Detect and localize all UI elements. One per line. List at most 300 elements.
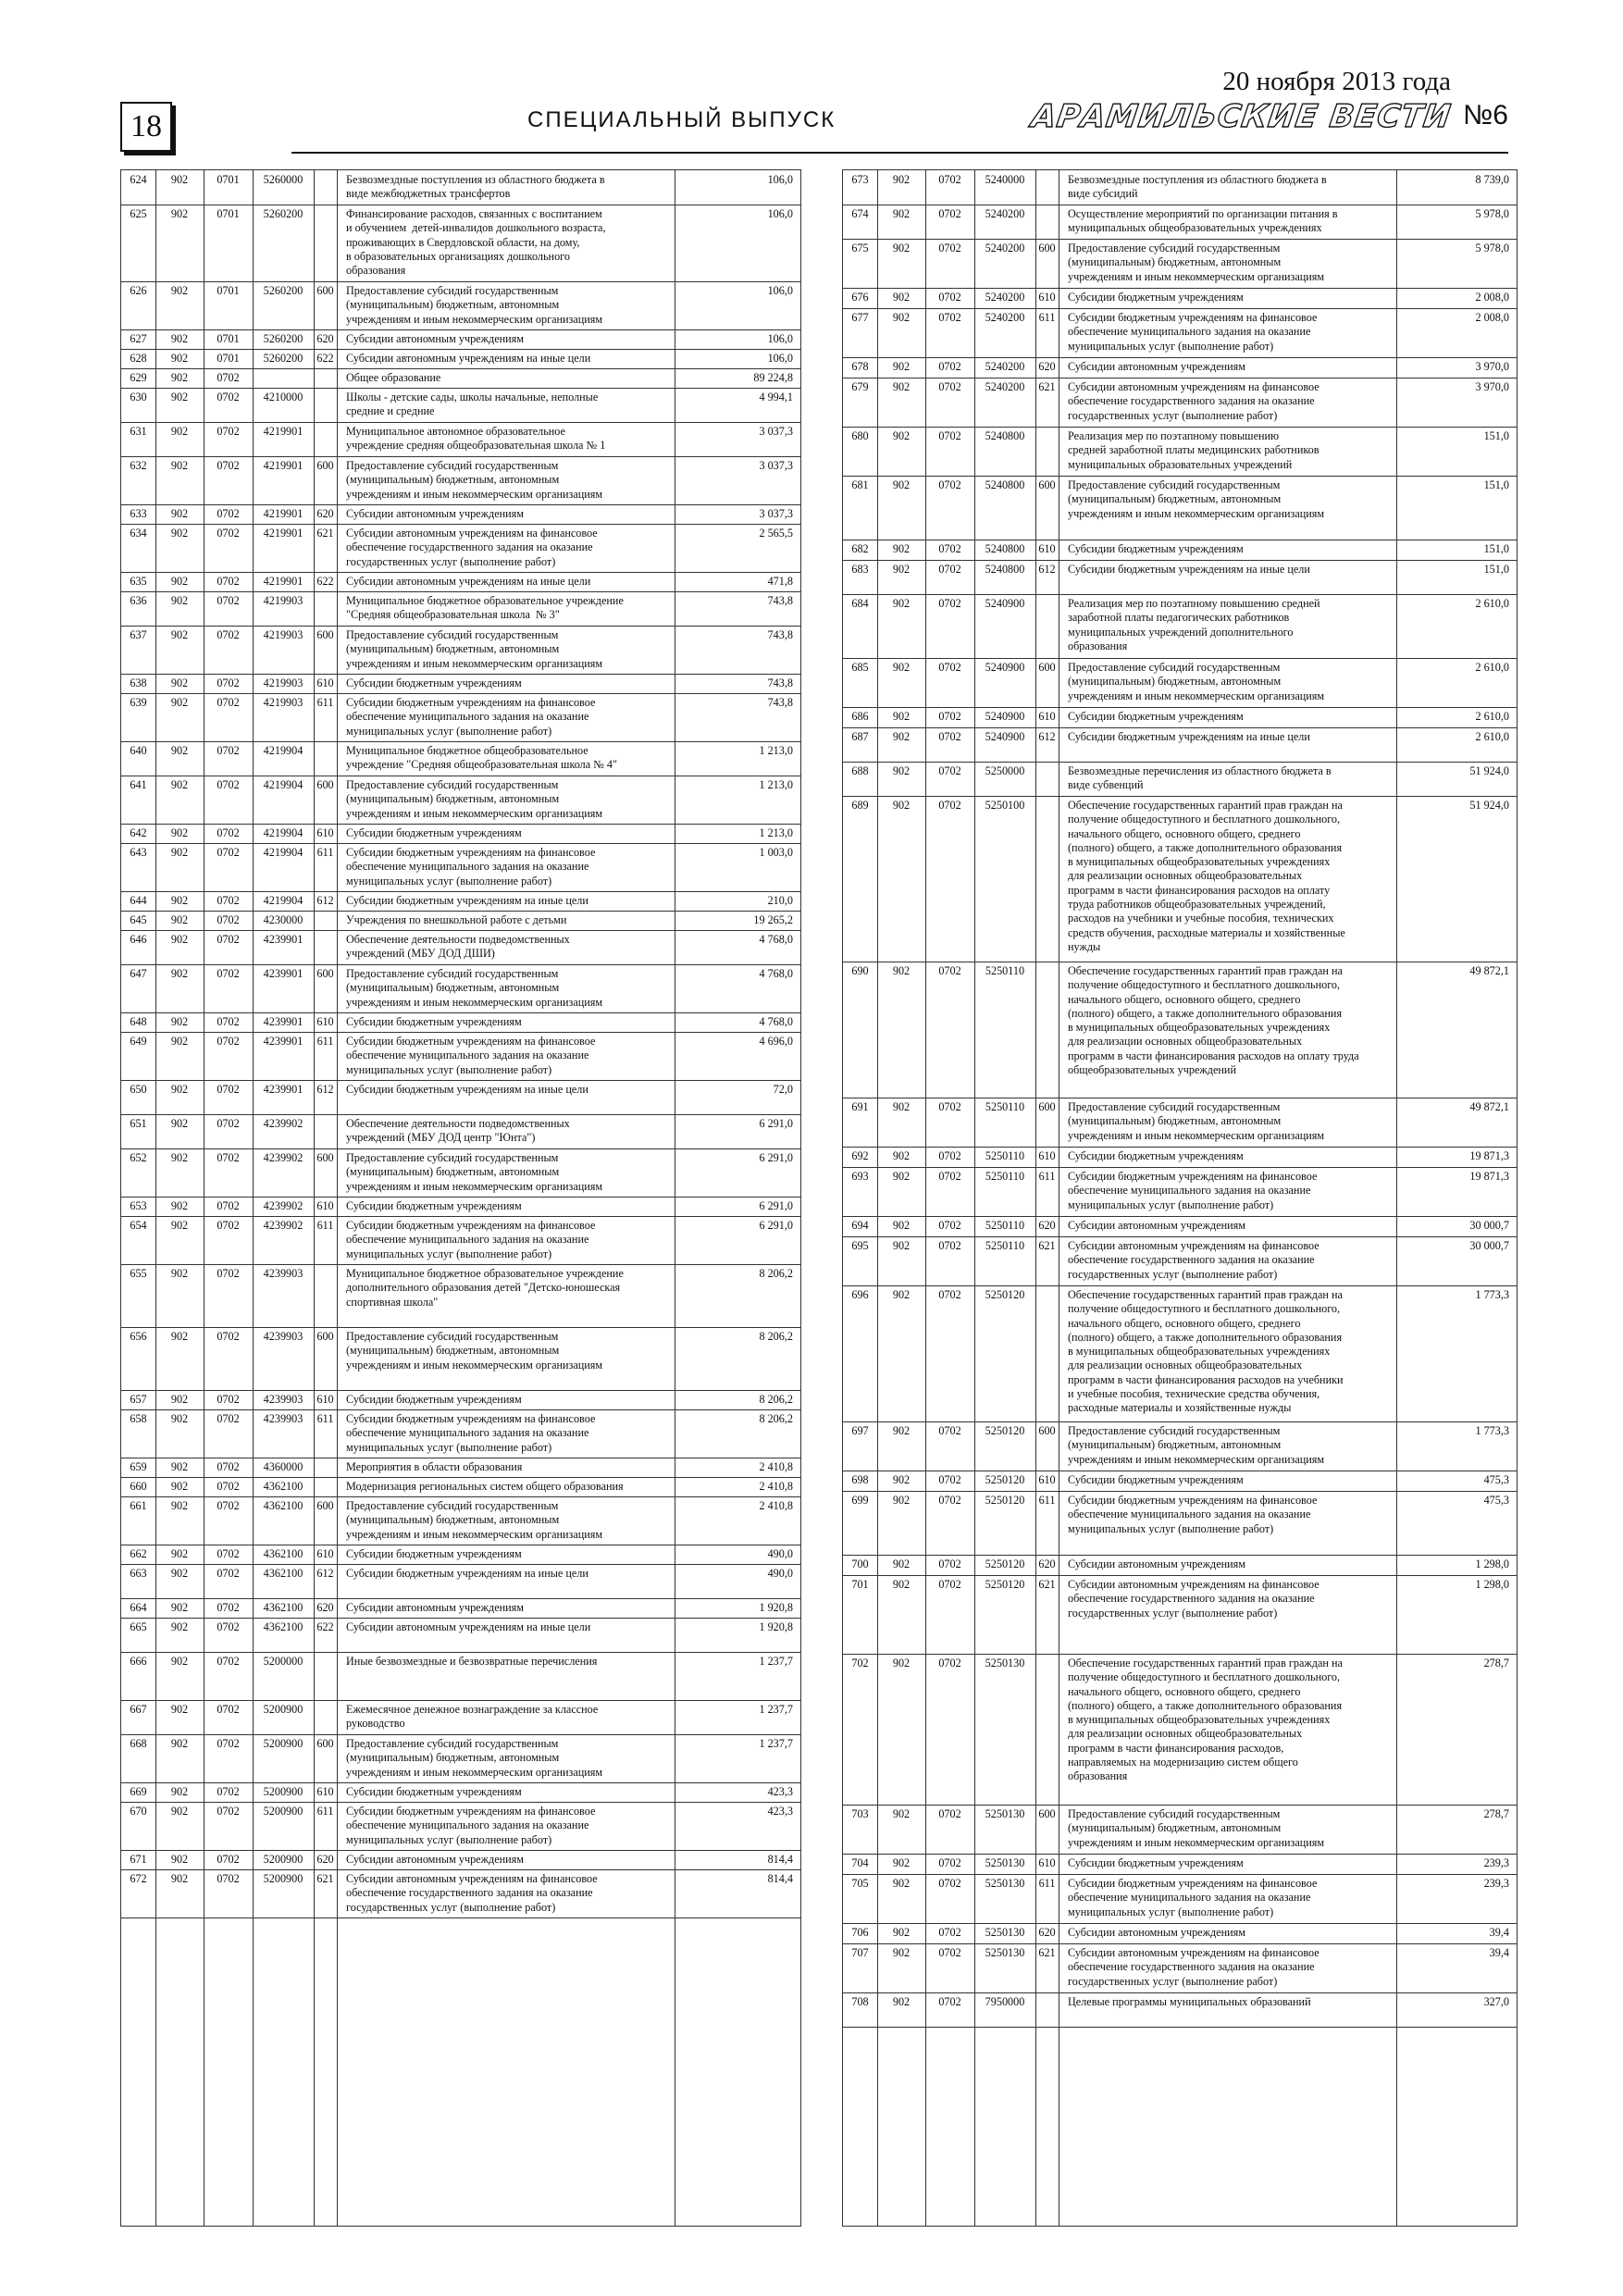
section-code: 0702 — [217, 459, 240, 472]
row-description: Обеспечение государственных гарантий прав граждан на получение общедоступного и бесплатного дошкольного, начального общего, основного общего, среднего (полного) общего, а также дополнительного образования в муниципальных общеобразовательных учреждениях для реализации основных общеобразовательных программ в части финансирования расходов на оплату труда общеобразовательных учреждений — [1068, 964, 1359, 1077]
admin-code: 902 — [170, 352, 189, 365]
row-amount: 490,0 — [767, 1547, 793, 1560]
section-code: 0702 — [217, 1805, 240, 1818]
target-code: 7950000 — [985, 1995, 1025, 2008]
table-row — [121, 1012, 800, 1033]
row-amount: 4 768,0 — [759, 967, 793, 980]
section-code: 0702 — [938, 730, 961, 743]
target-code: 5260200 — [263, 284, 304, 297]
admin-code: 902 — [892, 311, 911, 324]
table-row — [843, 962, 1517, 1098]
target-code: 4362100 — [263, 1601, 304, 1614]
row-description: Осуществление мероприятий по организации питания в муниципальных общеобразовательных учреждениях — [1068, 207, 1338, 235]
expense-type-code: 620 — [1038, 360, 1056, 373]
section-code: 0701 — [217, 173, 240, 186]
expense-type-code: 612 — [1038, 563, 1056, 576]
section-code: 0702 — [217, 1015, 240, 1028]
table-row — [121, 1496, 800, 1545]
row-number: 660 — [130, 1480, 147, 1493]
section-code: 0702 — [938, 1657, 961, 1669]
admin-code: 902 — [892, 1100, 911, 1113]
section-code: 0702 — [217, 1117, 240, 1130]
target-code: 4239901 — [263, 1035, 304, 1048]
row-description: Субсидии бюджетным учреждениям на финансовое обеспечение муниципального задания на оказание муниципальных услуг (выполнение работ) — [346, 1219, 596, 1260]
row-description: Предоставление субсидий государственным (муниципальным) бюджетным, автономным учреждениям и иным некоммерческим организациям — [346, 1737, 603, 1779]
row-description: Реализация мер по поэтапному повышению средней заработной платы медицинских работников муниципальных образовательных учреждений — [1068, 429, 1319, 471]
table-row — [121, 1477, 800, 1497]
row-amount: 72,0 — [773, 1083, 793, 1096]
admin-code: 902 — [170, 284, 189, 297]
section-code: 0702 — [217, 594, 240, 607]
header-rule — [291, 152, 1508, 154]
row-description: Субсидии автономным учреждениям на финансовое обеспечение государственного задания на оказание государственных услуг (выполнение работ) — [1068, 1946, 1319, 1988]
row-description: Предоставление субсидий государственным (муниципальным) бюджетным, автономным учреждениям и иным некоммерческим организациям — [346, 778, 603, 820]
row-amount: 1 213,0 — [759, 826, 793, 839]
table-row — [843, 1147, 1517, 1168]
row-amount: 1 237,7 — [759, 1655, 793, 1668]
section-code: 0702 — [938, 1494, 961, 1507]
section-code: 0702 — [938, 563, 961, 576]
section-code: 0702 — [938, 1877, 961, 1890]
section-code: 0702 — [217, 628, 240, 641]
target-code: 4239902 — [263, 1117, 304, 1130]
section-code: 0702 — [938, 1995, 961, 2008]
target-code: 5240800 — [985, 542, 1025, 555]
target-code: 5250120 — [985, 1424, 1025, 1437]
row-number: 624 — [130, 173, 147, 186]
expense-type-code: 610 — [316, 1199, 334, 1212]
row-amount: 1 003,0 — [759, 846, 793, 859]
row-number: 690 — [851, 964, 869, 977]
row-number: 658 — [130, 1412, 147, 1425]
row-number: 627 — [130, 332, 147, 345]
expense-type-code: 620 — [1038, 1926, 1056, 1939]
expense-type-code: 620 — [1038, 1219, 1056, 1232]
table-row — [121, 329, 800, 350]
target-code: 5250130 — [985, 1877, 1025, 1890]
row-description: Субсидии бюджетным учреждениям — [1068, 291, 1244, 304]
row-number: 706 — [851, 1926, 869, 1939]
row-amount: 6 291,0 — [759, 1199, 793, 1212]
target-code: 5250120 — [985, 1473, 1025, 1486]
admin-code: 902 — [170, 1547, 189, 1560]
row-amount: 30 000,7 — [1469, 1219, 1509, 1232]
section-code: 0702 — [217, 1199, 240, 1212]
section-code: 0702 — [938, 1558, 961, 1570]
section-code: 0702 — [938, 764, 961, 777]
target-code: 5260200 — [263, 207, 304, 220]
expense-type-code: 620 — [316, 1601, 334, 1614]
expense-type-code: 600 — [316, 1330, 334, 1343]
expense-type-code: 600 — [316, 1737, 334, 1750]
expense-type-code: 600 — [316, 1499, 334, 1512]
table-row — [121, 1618, 800, 1653]
target-code: 4219904 — [263, 744, 304, 757]
admin-code: 902 — [892, 360, 911, 373]
admin-code: 902 — [892, 1288, 911, 1301]
table-row — [121, 1782, 800, 1803]
admin-code: 902 — [892, 429, 911, 442]
expense-type-code: 600 — [316, 967, 334, 980]
row-number: 677 — [851, 311, 869, 324]
expense-type-code: 600 — [1038, 1100, 1056, 1113]
expense-type-code: 622 — [316, 1620, 334, 1633]
section-code: 0702 — [217, 1620, 240, 1633]
row-description: Муниципальное бюджетное образовательное учреждение "Средняя общеобразовательная школа № 3" — [346, 594, 624, 622]
expense-type-code: 610 — [1038, 1856, 1056, 1869]
section-code: 0702 — [938, 799, 961, 812]
table-row — [121, 776, 800, 825]
row-amount: 30 000,7 — [1469, 1239, 1509, 1252]
admin-code: 902 — [170, 1460, 189, 1473]
admin-code: 902 — [170, 391, 189, 403]
row-description: Предоставление субсидий государственным (муниципальным) бюджетным, автономным учреждениям и иным некоммерческим организациям — [346, 1151, 603, 1193]
admin-code: 902 — [170, 207, 189, 220]
expense-type-code: 620 — [1038, 1558, 1056, 1570]
target-code: 5250100 — [985, 799, 1025, 812]
row-number: 628 — [130, 352, 147, 365]
section-code: 0702 — [938, 380, 961, 393]
section-code: 0702 — [217, 1412, 240, 1425]
row-amount: 814,4 — [767, 1872, 793, 1885]
row-amount: 423,3 — [767, 1785, 793, 1798]
section-code: 0702 — [938, 1926, 961, 1939]
admin-code: 902 — [892, 1149, 911, 1162]
expense-type-code: 621 — [316, 527, 334, 540]
row-number: 664 — [130, 1601, 147, 1614]
row-amount: 1 298,0 — [1475, 1558, 1509, 1570]
expense-type-code: 612 — [1038, 730, 1056, 743]
target-code: 5240200 — [985, 291, 1025, 304]
admin-code: 902 — [892, 1946, 911, 1959]
expense-type-code: 621 — [316, 1872, 334, 1885]
row-amount: 6 291,0 — [759, 1151, 793, 1164]
section-code: 0702 — [938, 1856, 961, 1869]
row-amount: 106,0 — [767, 173, 793, 186]
row-description: Субсидии автономным учреждениям на иные цели — [346, 1620, 591, 1633]
admin-code: 902 — [892, 1558, 911, 1570]
row-number: 702 — [851, 1657, 869, 1669]
table-row — [843, 1285, 1517, 1422]
row-description: Субсидии автономным учреждениям — [346, 1853, 524, 1866]
admin-code: 902 — [170, 1601, 189, 1614]
row-number: 659 — [130, 1460, 147, 1473]
admin-code: 902 — [892, 1877, 911, 1890]
admin-code: 902 — [892, 380, 911, 393]
section-code: 0702 — [217, 527, 240, 540]
expense-type-code: 610 — [1038, 710, 1056, 723]
admin-code: 902 — [170, 459, 189, 472]
row-amount: 151,0 — [1483, 563, 1509, 576]
row-description: Субсидии бюджетным учреждениям — [346, 1393, 522, 1406]
row-description: Предоставление субсидий государственным (муниципальным) бюджетным, автономным учреждениям и иным некоммерческим организациям — [346, 459, 603, 501]
admin-code: 902 — [170, 332, 189, 345]
row-amount: 2 410,8 — [759, 1480, 793, 1493]
admin-code: 902 — [892, 964, 911, 977]
target-code: 4219904 — [263, 778, 304, 791]
section-code: 0702 — [938, 1288, 961, 1301]
row-amount: 210,0 — [767, 894, 793, 907]
table-row — [121, 1458, 800, 1478]
row-description: Ежемесячное денежное вознаграждение за классное руководство — [346, 1703, 599, 1731]
row-description: Финансирование расходов, связанных с воспитанием и обучением детей-инвалидов дошкольного возраста, проживающих в Свердловской области, на дому, в образовательных организациях дошкольного образования — [346, 207, 606, 278]
row-amount: 49 872,1 — [1469, 964, 1509, 977]
target-code: 4219901 — [263, 425, 304, 438]
section-code: 0702 — [938, 1807, 961, 1820]
expense-type-code: 610 — [1038, 291, 1056, 304]
target-code: 4239901 — [263, 1083, 304, 1096]
admin-code: 902 — [170, 1199, 189, 1212]
row-number: 640 — [130, 744, 147, 757]
table-row — [843, 658, 1517, 708]
row-number: 699 — [851, 1494, 869, 1507]
admin-code: 902 — [170, 676, 189, 689]
admin-code: 902 — [892, 1494, 911, 1507]
row-description: Целевые программы муниципальных образований — [1068, 1995, 1311, 2008]
row-description: Субсидии бюджетным учреждениям — [346, 1015, 522, 1028]
row-number: 683 — [851, 563, 869, 576]
target-code: 5260200 — [263, 352, 304, 365]
target-code: 5200900 — [263, 1703, 304, 1716]
target-code: 5200900 — [263, 1737, 304, 1750]
row-number: 636 — [130, 594, 147, 607]
row-number: 667 — [130, 1703, 147, 1716]
section-code: 0702 — [217, 1035, 240, 1048]
admin-code: 902 — [892, 1856, 911, 1869]
row-number: 666 — [130, 1655, 147, 1668]
target-code: 4239902 — [263, 1199, 304, 1212]
admin-code: 902 — [170, 1567, 189, 1580]
section-code: 0702 — [938, 1100, 961, 1113]
row-description: Субсидии бюджетным учреждениям на финансовое обеспечение муниципального задания на оказание муниципальных услуг (выполнение работ) — [346, 1035, 596, 1076]
row-number: 684 — [851, 597, 869, 610]
row-number: 705 — [851, 1877, 869, 1890]
row-description: Субсидии автономным учреждениям — [1068, 1219, 1245, 1232]
row-description: Предоставление субсидий государственным (муниципальным) бюджетным, автономным учреждениям и иным некоммерческим организациям — [1068, 1424, 1325, 1466]
row-description: Субсидии бюджетным учреждениям — [1068, 542, 1244, 555]
section-code: 0701 — [217, 207, 240, 220]
row-amount: 106,0 — [767, 207, 793, 220]
table-row — [121, 843, 800, 892]
admin-code: 902 — [170, 371, 189, 384]
row-number: 661 — [130, 1499, 147, 1512]
target-code: 5250130 — [985, 1926, 1025, 1939]
table-row — [121, 1114, 800, 1149]
row-description: Субсидии автономным учреждениям на финансовое обеспечение государственного задания на оказание государственных услуг (выполнение работ) — [1068, 380, 1319, 422]
target-code: 5250110 — [985, 1100, 1025, 1113]
table-row — [843, 1923, 1517, 1944]
row-description: Предоставление субсидий государственным (муниципальным) бюджетным, автономным учреждениям и иным некоммерческим организациям — [1068, 478, 1325, 520]
target-code: 4239902 — [263, 1151, 304, 1164]
row-amount: 1 920,8 — [759, 1601, 793, 1614]
section-code: 0702 — [217, 913, 240, 926]
row-number: 642 — [130, 826, 147, 839]
section-code: 0701 — [217, 284, 240, 297]
table-row — [121, 388, 800, 423]
admin-code: 902 — [892, 1219, 911, 1232]
row-amount: 2 008,0 — [1475, 311, 1509, 324]
expense-type-code: 600 — [1038, 478, 1056, 491]
row-amount: 2 410,8 — [759, 1460, 793, 1473]
target-code: 4219901 — [263, 527, 304, 540]
row-number: 641 — [130, 778, 147, 791]
expense-type-code: 610 — [1038, 542, 1056, 555]
target-code: 4239901 — [263, 967, 304, 980]
section-code: 0702 — [938, 207, 961, 220]
expense-type-code: 620 — [316, 507, 334, 520]
row-number: 672 — [130, 1872, 147, 1885]
table-row — [843, 1216, 1517, 1237]
expense-type-code: 621 — [1038, 1239, 1056, 1252]
row-number: 634 — [130, 527, 147, 540]
section-code: 0702 — [217, 1737, 240, 1750]
row-description: Обеспечение государственных гарантий прав граждан на получение общедоступного и бесплатного дошкольного, начального общего, основного общего, среднего (полного) общего, а также дополнительного образования в муниципальных общеобразовательных учреждениях для реализации основных общеобразовательных программ в части финансирования расходов на учебники и учебные пособия, технические средства обучения, расходные материалы и хозяйственные нужды — [1068, 1288, 1344, 1415]
row-description: Субсидии бюджетным учреждениям на финансовое обеспечение муниципального задания на оказание муниципальных услуг (выполнение работ) — [346, 1412, 596, 1454]
row-number: 703 — [851, 1807, 869, 1820]
row-amount: 6 291,0 — [759, 1219, 793, 1232]
row-number: 625 — [130, 207, 147, 220]
row-description: Муниципальное автономное образовательное учреждение средняя общеобразовательная школа № 1 — [346, 425, 606, 453]
page-number: 18 — [120, 102, 172, 152]
table-row — [121, 674, 800, 694]
row-number: 639 — [130, 696, 147, 709]
row-description: Субсидии бюджетным учреждениям на финансовое обеспечение муниципального задания на оказание муниципальных услуг (выполнение работ) — [1068, 311, 1318, 353]
target-code: 5250110 — [985, 1239, 1025, 1252]
admin-code: 902 — [892, 1170, 911, 1183]
target-code: 4219904 — [263, 826, 304, 839]
table-row — [121, 1598, 800, 1619]
admin-code: 902 — [170, 778, 189, 791]
row-amount: 3 037,3 — [759, 459, 793, 472]
admin-code: 902 — [170, 1620, 189, 1633]
row-amount: 1 213,0 — [759, 744, 793, 757]
table-row — [121, 1652, 800, 1701]
row-amount: 6 291,0 — [759, 1117, 793, 1130]
row-amount: 151,0 — [1483, 429, 1509, 442]
table-row — [843, 205, 1517, 240]
target-code: 5240000 — [985, 173, 1025, 186]
row-description: Учреждения по внешкольной работе с детьми — [346, 913, 567, 926]
row-amount: 4 994,1 — [759, 391, 793, 403]
issue-date: 20 ноября 2013 года — [1222, 67, 1451, 96]
expense-type-code: 612 — [316, 894, 334, 907]
page-header — [120, 67, 1508, 157]
row-number: 697 — [851, 1424, 869, 1437]
target-code: 4219904 — [263, 846, 304, 859]
admin-code: 902 — [170, 1151, 189, 1164]
row-number: 648 — [130, 1015, 147, 1028]
row-number: 669 — [130, 1785, 147, 1798]
section-code: 0702 — [938, 242, 961, 254]
row-number: 630 — [130, 391, 147, 403]
target-code: 5200900 — [263, 1853, 304, 1866]
table-row — [843, 1555, 1517, 1576]
section-code: 0702 — [217, 425, 240, 438]
row-number: 701 — [851, 1578, 869, 1591]
table-row — [121, 1734, 800, 1783]
row-amount: 89 224,8 — [753, 371, 793, 384]
target-code: 5240200 — [985, 360, 1025, 373]
target-code: 5250110 — [985, 1149, 1025, 1162]
row-description: Предоставление субсидий государственным (муниципальным) бюджетным, автономным учреждениям и иным некоммерческим организациям — [1068, 661, 1325, 702]
target-code: 4362100 — [263, 1547, 304, 1560]
row-amount: 106,0 — [767, 352, 793, 365]
table-row — [121, 964, 800, 1013]
row-number: 656 — [130, 1330, 147, 1343]
target-code: 5240200 — [985, 380, 1025, 393]
row-number: 687 — [851, 730, 869, 743]
row-description: Муниципальное бюджетное образовательное учреждение дополнительного образования детей "Детско-юношеская спортивная школа" — [346, 1267, 624, 1309]
table-row — [121, 1327, 800, 1391]
admin-code: 902 — [170, 1412, 189, 1425]
row-description: Субсидии автономным учреждениям на иные цели — [346, 575, 591, 588]
section-code: 0702 — [938, 964, 961, 977]
row-amount: 278,7 — [1483, 1657, 1509, 1669]
admin-code: 902 — [892, 291, 911, 304]
row-description: Предоставление субсидий государственным (муниципальным) бюджетным, автономным учреждениям и иным некоммерческим организациям — [346, 1330, 603, 1371]
expense-type-code: 611 — [316, 696, 334, 709]
section-code: 0702 — [217, 1655, 240, 1668]
admin-code: 902 — [892, 1239, 911, 1252]
target-code: 5250120 — [985, 1494, 1025, 1507]
row-amount: 2 610,0 — [1475, 597, 1509, 610]
admin-code: 902 — [170, 744, 189, 757]
admin-code: 902 — [170, 575, 189, 588]
row-number: 693 — [851, 1170, 869, 1183]
expense-type-code: 611 — [1038, 1170, 1056, 1183]
row-number: 681 — [851, 478, 869, 491]
section-code: 0702 — [938, 311, 961, 324]
row-number: 637 — [130, 628, 147, 641]
row-description: Субсидии бюджетным учреждениям на иные цели — [346, 1083, 588, 1096]
row-amount: 19 265,2 — [753, 913, 793, 926]
row-amount: 3 037,3 — [759, 507, 793, 520]
row-number: 633 — [130, 507, 147, 520]
row-number: 631 — [130, 425, 147, 438]
section-code: 0702 — [938, 1170, 961, 1183]
table-row — [121, 1390, 800, 1410]
target-code: 4219903 — [263, 628, 304, 641]
table-row — [121, 1802, 800, 1851]
target-code: 4219903 — [263, 696, 304, 709]
table-column-right — [842, 169, 1518, 2227]
section-code: 0702 — [217, 676, 240, 689]
admin-code: 902 — [170, 1267, 189, 1280]
admin-code: 902 — [892, 799, 911, 812]
admin-code: 902 — [892, 1473, 911, 1486]
expense-type-code: 612 — [316, 1083, 334, 1096]
table-row — [843, 1992, 1517, 2028]
row-description: Субсидии бюджетным учреждениям — [1068, 1856, 1244, 1869]
target-code: 4362100 — [263, 1620, 304, 1633]
section-code: 0702 — [938, 661, 961, 674]
table-row — [121, 504, 800, 525]
table-column-left — [120, 169, 801, 2227]
row-description: Субсидии автономным учреждениям — [1068, 1558, 1245, 1570]
admin-code: 902 — [892, 173, 911, 186]
table-row — [843, 727, 1517, 763]
table-row — [121, 422, 800, 457]
row-description: Обеспечение государственных гарантий прав граждан на получение общедоступного и бесплатного дошкольного, начального общего, основного общего, среднего (полного) общего, а также дополнительного образования в муниципальных общеобразовательных учреждениях для реализации основных общеобразовательных программ в части финансирования расходов, направляемых на модернизацию систем общего образования — [1068, 1657, 1343, 1783]
table-row — [843, 427, 1517, 477]
table-row — [843, 540, 1517, 561]
admin-code: 902 — [892, 597, 911, 610]
section-code: 0702 — [217, 507, 240, 520]
row-description: Субсидии бюджетным учреждениям — [346, 676, 522, 689]
target-code: 5250120 — [985, 1288, 1025, 1301]
row-number: 673 — [851, 173, 869, 186]
row-description: Субсидии автономным учреждениям на финансовое обеспечение государственного задания на оказание государственных услуг (выполнение работ) — [1068, 1239, 1319, 1281]
